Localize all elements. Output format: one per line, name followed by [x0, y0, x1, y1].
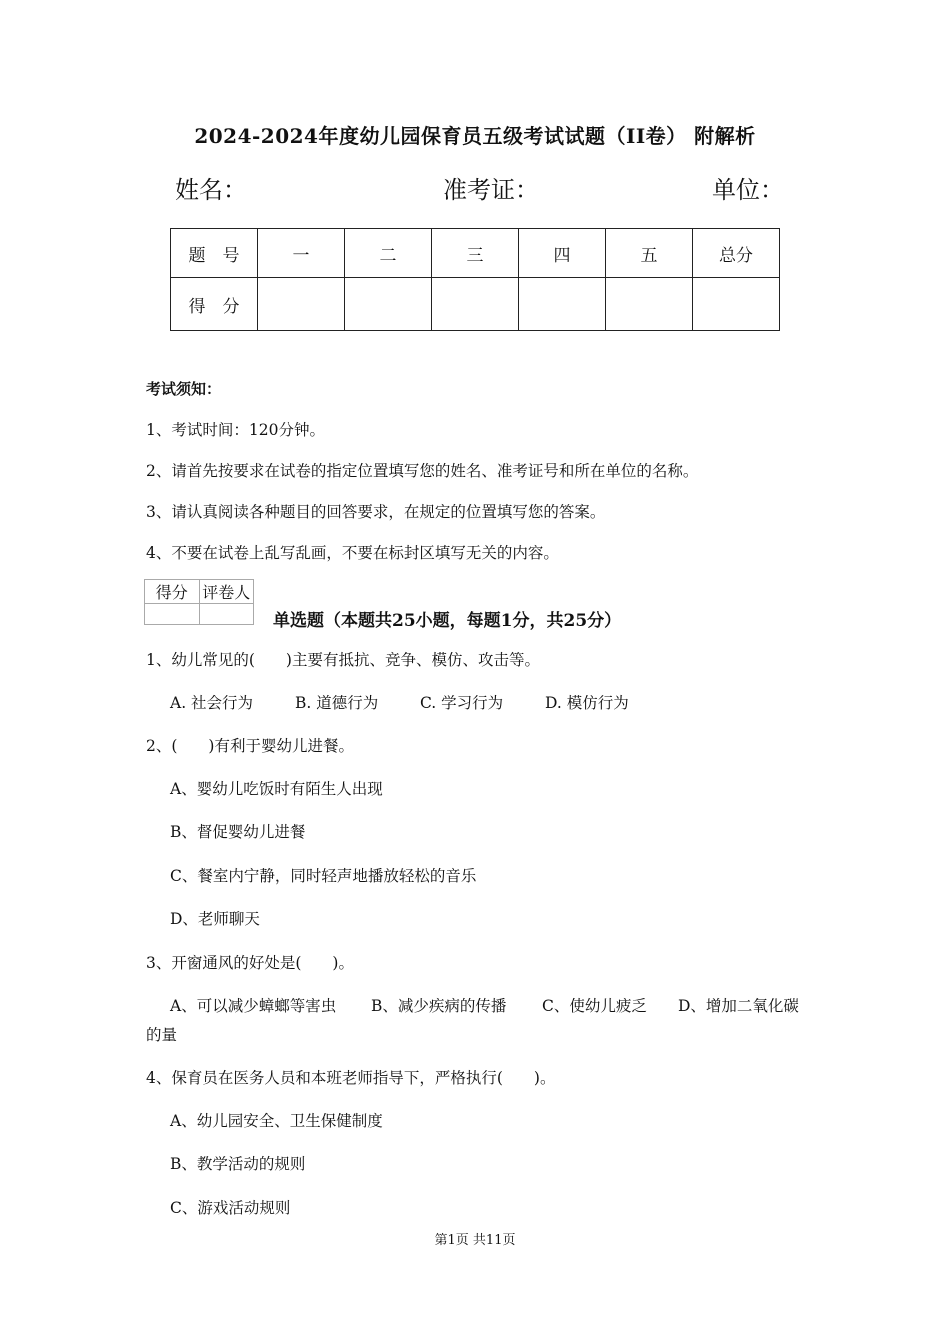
score-table-header-cell: 五 [606, 229, 693, 278]
option: B、督促婴幼儿进餐 [170, 823, 306, 841]
score-table-header-cell: 二 [345, 229, 432, 278]
score-cell [258, 278, 345, 331]
question-stem: 2、( )有利于婴幼儿进餐。 [146, 737, 354, 755]
score-cell [693, 278, 780, 331]
option: B、减少疾病的传播 [371, 997, 507, 1015]
name-label: 姓名： [175, 176, 247, 204]
score-row-label: 得 分 [171, 278, 258, 331]
candidate-info [175, 170, 785, 204]
notice-item: 1、考试时间：120分钟。 [146, 421, 325, 439]
section-heading: 单选题（本题共25小题，每题1分，共25分） [273, 611, 622, 631]
grader-score-label: 得分 [145, 580, 200, 604]
notice-item: 2、请首先按要求在试卷的指定位置填写您的姓名、准考证号和所在单位的名称。 [146, 462, 699, 480]
grader-score-cell [145, 604, 200, 625]
option: B、教学活动的规则 [170, 1155, 306, 1173]
option: C、餐室内宁静，同时轻声地播放轻松的音乐 [170, 867, 477, 885]
exam-id-label: 准考证： [443, 176, 539, 204]
score-cell [519, 278, 606, 331]
question-stem: 4、保育员在医务人员和本班老师指导下，严格执行( )。 [146, 1069, 556, 1087]
grader-reviewer-cell [199, 604, 254, 625]
option: A. 社会行为 [170, 694, 254, 712]
option: C、游戏活动规则 [170, 1199, 291, 1217]
option: A、幼儿园安全、卫生保健制度 [170, 1112, 383, 1130]
score-table-header-cell: 三 [432, 229, 519, 278]
score-table-header-cell: 题 号 [171, 229, 258, 278]
score-table-header-cell: 总分 [693, 229, 780, 278]
page-footer: 第1页 共11页 [434, 1233, 516, 1248]
score-table-header-cell: 一 [258, 229, 345, 278]
score-cell [606, 278, 693, 331]
score-table-header-cell: 四 [519, 229, 606, 278]
score-cell [432, 278, 519, 331]
score-table [170, 228, 780, 331]
question-stem: 1、幼儿常见的( )主要有抵抗、竞争、模仿、攻击等。 [146, 651, 540, 669]
option: C、使幼儿疲乏 [542, 997, 647, 1015]
score-table-score-row [171, 278, 780, 331]
notice-heading: 考试须知： [146, 380, 222, 398]
option-wrap: 的量 [146, 1026, 178, 1044]
option: B. 道德行为 [295, 694, 379, 712]
option: D、增加二氧化碳 [678, 997, 799, 1015]
option: A、可以减少蟑螂等害虫 [170, 997, 337, 1015]
grader-reviewer-label: 评卷人 [199, 580, 254, 604]
unit-label: 单位： [712, 176, 784, 204]
notice-item: 3、请认真阅读各种题目的回答要求，在规定的位置填写您的答案。 [146, 503, 606, 521]
option: C. 学习行为 [420, 694, 504, 712]
grader-box [144, 579, 254, 625]
option: D、老师聊天 [170, 910, 260, 928]
page-title: 2024-2024年度幼儿园保育员五级考试试题（II卷） 附解析 [194, 124, 756, 148]
question-stem: 3、开窗通风的好处是( )。 [146, 954, 354, 972]
option: A、婴幼儿吃饭时有陌生人出现 [170, 780, 383, 798]
score-table-header-row [171, 229, 780, 278]
score-cell [345, 278, 432, 331]
notice-item: 4、不要在试卷上乱写乱画，不要在标封区填写无关的内容。 [146, 544, 559, 562]
option: D. 模仿行为 [545, 694, 629, 712]
